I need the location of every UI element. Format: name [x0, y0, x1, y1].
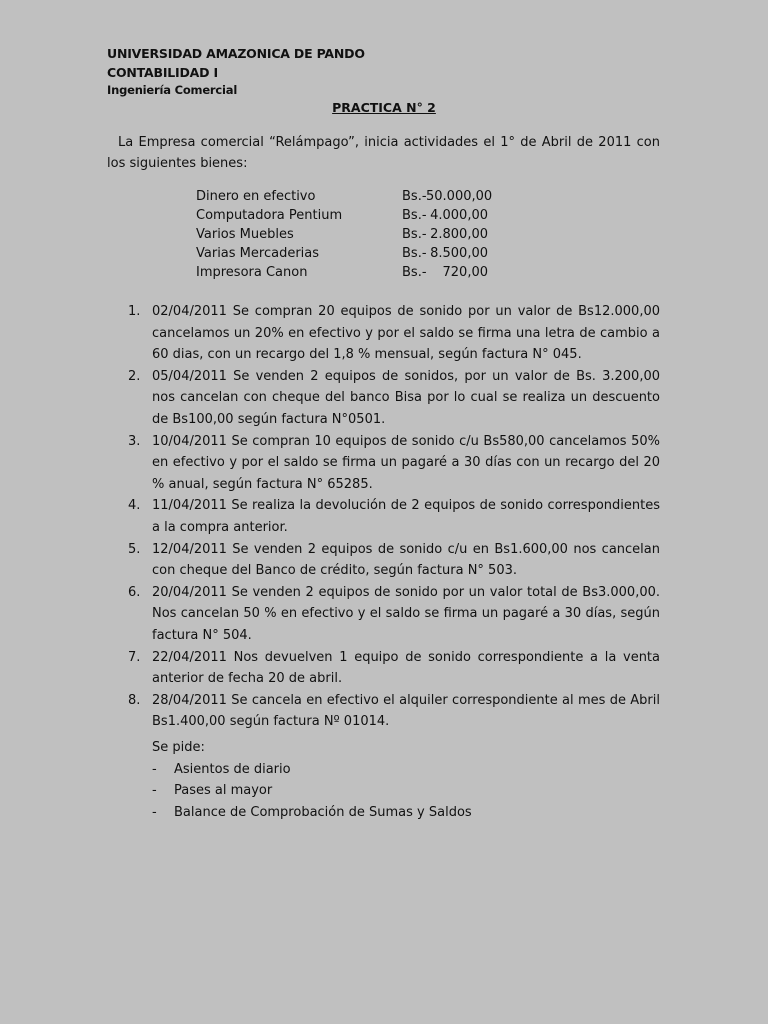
transaction-item — [107, 582, 660, 647]
request-item — [152, 780, 472, 802]
intro-paragraph: La Empresa comercial “Relámpago”, inicia actividades el 1° de Abril de 2011 con los siguientes bienes: — [107, 135, 660, 171]
transaction-item — [107, 495, 660, 538]
transactions-list — [107, 301, 660, 733]
transaction-text: 28/04/2011 Se cancela en efectivo el alquiler correspondiente al mes de Abril Bs1.400,00 según factura Nº 01014. — [152, 692, 660, 730]
transaction-item — [107, 647, 660, 690]
transaction-number: 5. — [128, 541, 141, 557]
request-item — [152, 759, 472, 781]
asset-name: Varios Muebles — [196, 227, 294, 242]
asset-row — [196, 227, 526, 246]
transaction-number: 6. — [128, 584, 141, 600]
transaction-number: 3. — [128, 433, 141, 449]
asset-amount: 4.000,00 — [430, 208, 488, 223]
asset-amount: 720,00 — [442, 265, 488, 280]
transaction-text: 22/04/2011 Nos devuelven 1 equipo de sonido correspondiente a la venta anterior de fecha 20 de abril. — [152, 649, 660, 687]
transaction-text: 11/04/2011 Se realiza la devolución de 2 equipos de sonido correspondientes a la compra anterior. — [152, 498, 660, 535]
asset-amount: 2.800,00 — [430, 227, 488, 242]
transaction-item — [107, 690, 660, 733]
transaction-number: 8. — [128, 692, 141, 708]
career-name: Ingeniería Comercial — [107, 83, 238, 97]
asset-row — [196, 246, 526, 265]
transaction-number: 7. — [128, 649, 141, 665]
asset-currency: Bs.- — [402, 189, 427, 204]
transaction-item — [107, 301, 660, 366]
university-name: UNIVERSIDAD AMAZONICA DE PANDO — [107, 46, 365, 61]
asset-currency: Bs.- — [402, 227, 427, 242]
transaction-number: 4. — [128, 498, 141, 514]
asset-amount: 50.000,00 — [426, 189, 493, 204]
asset-name: Varias Mercaderias — [196, 246, 320, 261]
transaction-item — [107, 539, 660, 582]
asset-name: Computadora Pentium — [196, 208, 343, 223]
transaction-number: 1. — [128, 304, 141, 319]
course-name: CONTABILIDAD I — [107, 65, 218, 80]
asset-currency: Bs.- — [402, 246, 427, 261]
asset-row — [196, 189, 526, 208]
request-item-text: Balance de Comprobación de Sumas y Saldos — [174, 804, 472, 820]
request-section — [152, 737, 472, 823]
request-item — [152, 802, 472, 824]
asset-row — [196, 208, 526, 227]
transaction-text: 05/04/2011 Se venden 2 equipos de sonidos, por un valor de Bs. 3.200,00 nos cancelan con cheque del banco Bisa por lo cual se realiza un descuento de Bs100,00 según factura N°0501. — [152, 368, 660, 427]
request-item-text: Asientos de diario — [174, 761, 291, 777]
transaction-text: 20/04/2011 Se venden 2 equipos de sonido por un valor total de Bs3.000,00. Nos cancelan 50 % en efectivo y el saldo se firma un pagaré a 30 días, según factura N° 504. — [152, 584, 660, 643]
assets-table — [196, 189, 526, 284]
asset-name: Dinero en efectivo — [196, 189, 316, 204]
transaction-text: 10/04/2011 Se compran 10 equipos de sonido c/u Bs580,00 cancelamos 50% en efectivo y por el saldo se firma un pagaré a 30 días con un recargo del 20 % anual, según factura N° 65285. — [152, 433, 660, 492]
bullet-dash: - — [152, 783, 157, 799]
transaction-text: 12/04/2011 Se venden 2 equipos de sonido c/u en Bs1.600,00 nos cancelan con cheque del Banco de crédito, según factura N° 503. — [152, 541, 660, 579]
asset-currency: Bs.- — [402, 265, 427, 280]
asset-currency: Bs.- — [402, 208, 427, 223]
transaction-item — [107, 366, 660, 431]
bullet-dash: - — [152, 804, 157, 820]
transaction-number: 2. — [128, 368, 141, 384]
request-label: Se pide: — [152, 740, 205, 755]
practice-title: PRACTICA N° 2 — [332, 100, 436, 115]
asset-name: Impresora Canon — [196, 265, 308, 280]
asset-row — [196, 265, 526, 284]
asset-amount: 8.500,00 — [430, 246, 488, 261]
bullet-dash: - — [152, 761, 157, 777]
transaction-text: 02/04/2011 Se compran 20 equipos de sonido por un valor de Bs12.000,00 cancelamos un 20% en efectivo y por el saldo se firma una letra de cambio a 60 dias, con un recargo del 1,8 % mensual, según factura N° 045. — [152, 304, 660, 363]
request-item-text: Pases al mayor — [174, 783, 273, 799]
transaction-item — [107, 431, 660, 496]
